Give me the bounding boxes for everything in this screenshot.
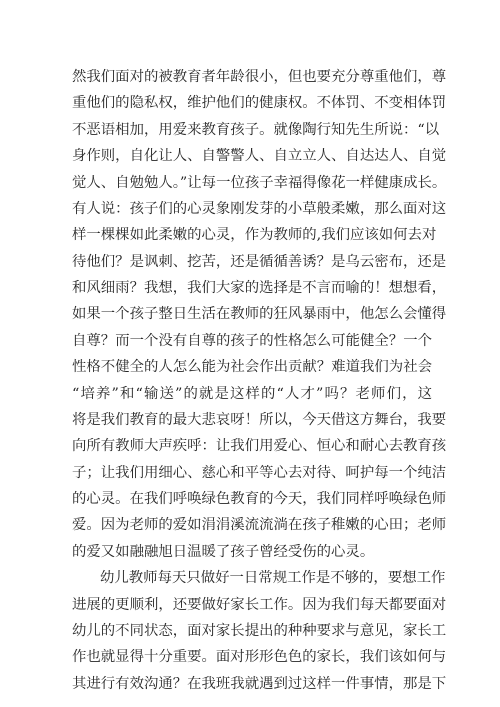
text-line: 作也就显得十分重要。面对形形色色的家长，我们该如何与 xyxy=(72,649,447,666)
text-line: 进展的更顺利，还要做好家长工作。因为我们每天都要面对 xyxy=(72,596,447,613)
text-line: 其进行有效沟通？在我班我就遇到过这样一件事情，那是下 xyxy=(72,675,447,692)
text-line: 重他们的隐私权，维护他们的健康权。不体罚、不变相体罚 xyxy=(72,95,447,112)
text-line: 的心灵。在我们呼唤绿色教育的今天，我们同样呼唤绿色师 xyxy=(72,491,447,507)
text-line: 幼儿的不同状态，面对家长提出的种种要求与意见，家长工 xyxy=(72,622,447,639)
text-line: 觉人、自勉勉人。”让每一位孩子幸福得像花一样健康成长。 xyxy=(72,174,447,191)
text-line: 性格不健全的人怎么能为社会作出贡献？难道我们为社会 xyxy=(72,359,432,376)
text-line: 自尊？而一个没有自尊的孩子的性格怎么可能健全？一个 xyxy=(72,332,432,349)
text-line: 样一棵棵如此柔嫩的心灵，作为教师的,我们应该如何去对 xyxy=(72,227,437,244)
text-line: 子；让我们用细心、慈心和平等心去对待、呵护每一个纯洁 xyxy=(72,464,447,481)
text-line: 和风细雨？我想，我们大家的选择是不言而喻的！想想看， xyxy=(72,280,447,296)
text-line: 待他们？是讽刺、挖苦，还是循循善诱？是乌云密布，还是 xyxy=(72,253,447,270)
text-line: 向所有教师大声疾呼：让我们用爱心、恒心和耐心去教育孩 xyxy=(72,438,447,455)
text-line: 然我们面对的被教育者年龄很小，但也要充分尊重他们，尊 xyxy=(72,69,447,85)
text-line: 不恶语相加，用爱来教育孩子。就像陶行知先生所说：“以 xyxy=(72,121,440,138)
text-line: 的爱又如融融旭日温暖了孩子曾经受伤的心灵。 xyxy=(72,543,375,560)
text-line: 有人说：孩子们的心灵象刚发芽的小草般柔嫩，那么面对这 xyxy=(72,200,447,217)
text-line: 如果一个孩子整日生活在教师的狂风暴雨中，他怎么会懂得 xyxy=(72,306,447,323)
text-line: 身作则，自化让人、自警警人、自立立人、自达达人、自觉 xyxy=(72,148,447,165)
text-line: 爱。因为老师的爱如涓涓溪流流淌在孩子稚嫩的心田；老师 xyxy=(72,517,447,534)
text-line: “培养”和“输送”的就是这样的“人才”吗？老师们，这 xyxy=(72,385,432,402)
text-line: 幼儿教师每天只做好一日常规工作是不够的，要想工作 xyxy=(100,570,446,587)
text-line: 将是我们教育的最大悲哀呀！所以，今天借这方舞台，我要 xyxy=(72,411,447,428)
